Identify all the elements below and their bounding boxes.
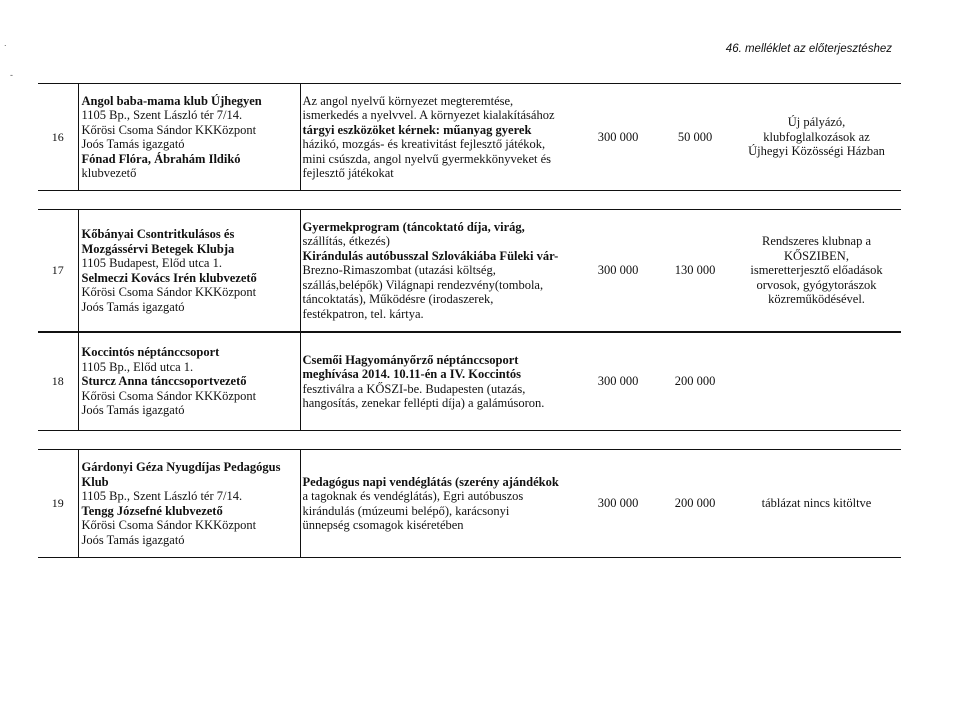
organization-cell: Koccintós néptánccsoport 1105 Bp., Előd utca 1. Sturcz Anna tánccsoportvezető Kőrösi Csoma Sándor KKKözpont Joós Tamás igazgató [78, 333, 300, 431]
row-number: 19 [38, 450, 78, 558]
organization-cell: Angol baba-mama klub Újhegyen 1105 Bp., Szent László tér 7/14. Kőrösi Csoma Sándor KKKözpont Joós Tamás igazgató Fónad Flóra, Ábrahám Ildikó klubvezető [78, 84, 300, 191]
table-row [38, 84, 901, 191]
attachment-label: 46. melléklet az előterjesztéshez [725, 43, 892, 55]
note-cell: Új pályázó, klubfoglalkozások az Újhegyi Közösségi Házban [732, 84, 901, 191]
description-cell: Az angol nyelvű környezet megteremtése, ismerkedés a nyelvvel. A környezet kialakításához tárgyi eszközöket kérnek: műanyag gyerek házikó, mozgás- és kreativitást fejlesztő játékok, mini csúszda, angol nyelvű gyermekkönyveket és fejlesztő játékokat [300, 84, 578, 191]
description-cell: Csemői Hagyományőrző néptánccsoport meghívása 2014. 10.11-én a IV. Koccintós fesztiválra a KŐSZI-be. Budapesten (utazás, hangosítás, zenekar fellépti díja) a galámúsoron. [300, 333, 578, 431]
granted-amount: 200 000 [658, 333, 732, 431]
requested-amount: 300 000 [578, 210, 658, 332]
margin-mark: - [10, 70, 13, 80]
note-cell: Rendszeres klubnap a KŐSZIBEN, ismeretterjesztő előadások orvosok, gyógytorászok közreműködésével. [732, 210, 901, 332]
row-number: 17 [38, 210, 78, 332]
grant-table [38, 83, 901, 558]
organization-cell: Kőbányai Csontritkulásos és Mozgássérvi Betegek Klubja 1105 Budapest, Előd utca 1. Selmeczi Kovács Irén klubvezető Kőrösi Csoma Sándor KKKözpont Joós Tamás igazgató [78, 210, 300, 332]
description-cell: Gyermekprogram (táncoktató díja, virág, szállítás, étkezés) Kirándulás autóbusszal Szlovákiába Füleki vár- Brezno-Rimaszombat (utazási költség, szállás,belépők) Világnapi rendezvény(tombola, táncoktatás), Működésre (irodaszerek, festékpatron, tel. kártya. [300, 210, 578, 332]
note-cell: táblázat nincs kitöltve [732, 450, 901, 558]
table-row [38, 210, 901, 332]
table-row [38, 333, 901, 431]
granted-amount: 200 000 [658, 450, 732, 558]
row-number: 16 [38, 84, 78, 191]
table-row [38, 450, 901, 558]
description-cell: Pedagógus napi vendéglátás (szerény ajándékok a tagoknak és vendéglátás), Egri autóbuszos kirándulás (múzeumi belépő), karácsonyi ünnepség csomagok kiséretében [300, 450, 578, 558]
margin-mark: . [4, 38, 7, 48]
granted-amount: 130 000 [658, 210, 732, 332]
granted-amount: 50 000 [658, 84, 732, 191]
requested-amount: 300 000 [578, 450, 658, 558]
row-number: 18 [38, 333, 78, 431]
requested-amount: 300 000 [578, 84, 658, 191]
note-cell [732, 333, 901, 431]
requested-amount: 300 000 [578, 333, 658, 431]
organization-cell: Gárdonyi Géza Nyugdíjas Pedagógus Klub 1105 Bp., Szent László tér 7/14. Tengg Józsefné klubvezető Kőrösi Csoma Sándor KKKözpont Joós Tamás igazgató [78, 450, 300, 558]
